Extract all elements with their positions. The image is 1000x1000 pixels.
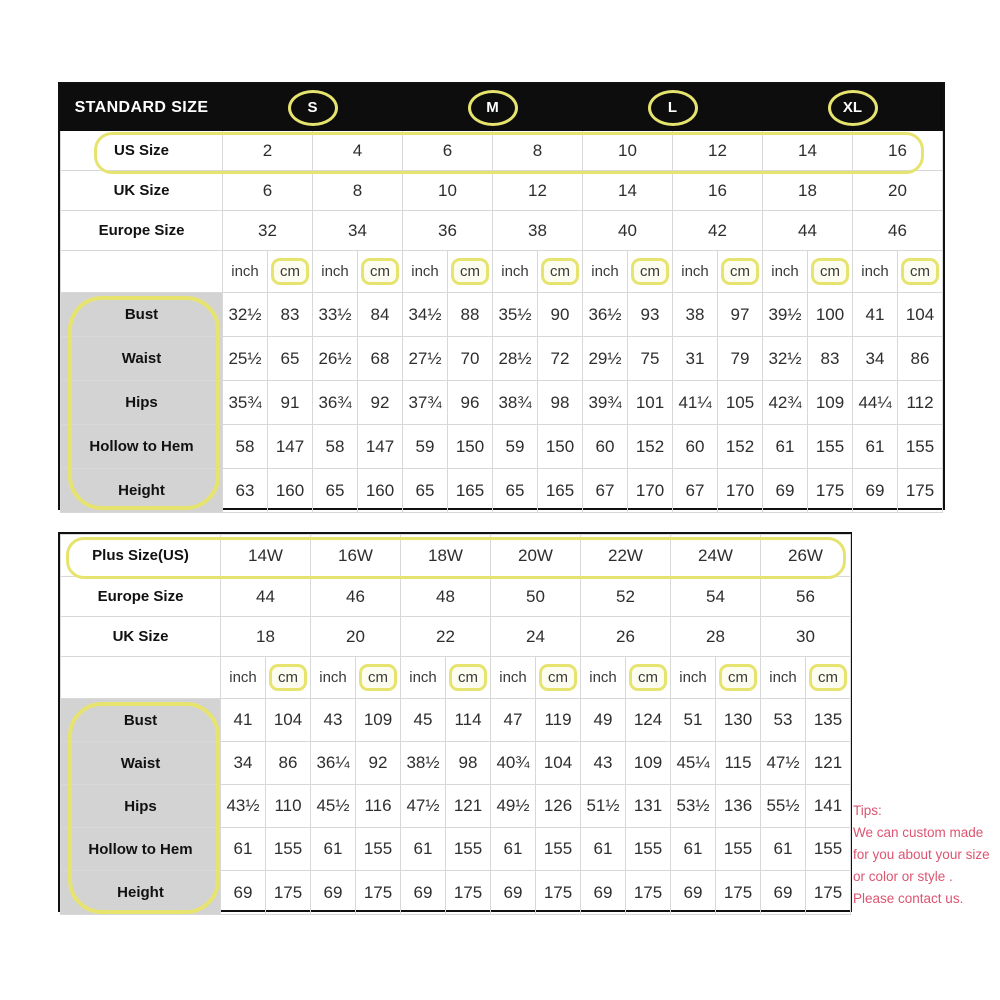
cm-highlight-box: cm xyxy=(449,664,487,691)
size-value-cell: 28 xyxy=(671,617,761,657)
measure-value-cell: 115 xyxy=(716,742,761,785)
measure-value-cell: 112 xyxy=(898,381,943,425)
measure-value-cell: 65 xyxy=(493,469,538,513)
measure-value-cell: 92 xyxy=(358,381,403,425)
size-value-cell: 10 xyxy=(583,131,673,171)
measure-row-label: Bust xyxy=(61,699,221,742)
size-value-cell: 36 xyxy=(403,211,493,251)
size-group-cell xyxy=(583,85,763,131)
tips-note xyxy=(853,800,1000,910)
unit-row-empty-cell xyxy=(61,657,221,699)
size-row-label: Europe Size xyxy=(61,577,221,617)
measure-value-cell: 34 xyxy=(853,337,898,381)
measure-value-cell: 61 xyxy=(311,828,356,871)
inch-unit-cell: inch xyxy=(853,251,898,293)
tips-line: or color or style . xyxy=(853,869,953,884)
measure-value-cell: 43 xyxy=(581,742,626,785)
measure-value-cell: 36½ xyxy=(583,293,628,337)
plus-size-table xyxy=(58,532,852,912)
measure-value-cell: 152 xyxy=(628,425,673,469)
measure-value-cell: 26½ xyxy=(313,337,358,381)
measure-value-cell: 51½ xyxy=(581,785,626,828)
plus-size-grid xyxy=(60,534,851,915)
inch-unit-cell: inch xyxy=(403,251,448,293)
measure-value-cell: 53½ xyxy=(671,785,716,828)
measure-row-label: Waist xyxy=(61,337,223,381)
cm-highlight-box: cm xyxy=(629,664,667,691)
measure-value-cell: 147 xyxy=(358,425,403,469)
measure-value-cell: 59 xyxy=(493,425,538,469)
measure-value-cell: 41 xyxy=(853,293,898,337)
measure-value-cell: 83 xyxy=(808,337,853,381)
cm-unit-cell xyxy=(356,657,401,699)
measure-value-cell: 42¾ xyxy=(763,381,808,425)
size-value-cell: 22W xyxy=(581,535,671,577)
measure-value-cell: 69 xyxy=(221,871,266,915)
measure-value-cell: 110 xyxy=(266,785,311,828)
measure-value-cell: 104 xyxy=(898,293,943,337)
size-value-cell: 42 xyxy=(673,211,763,251)
standard-size-grid xyxy=(60,84,943,513)
cm-unit-cell xyxy=(806,657,851,699)
cm-unit-cell xyxy=(268,251,313,293)
inch-unit-cell: inch xyxy=(671,657,716,699)
size-group-cell xyxy=(223,85,403,131)
cm-highlight-box: cm xyxy=(631,258,669,285)
measure-value-cell: 131 xyxy=(626,785,671,828)
inch-unit-cell: inch xyxy=(223,251,268,293)
standard-size-table xyxy=(58,82,945,510)
cm-unit-cell xyxy=(448,251,493,293)
measure-value-cell: 86 xyxy=(266,742,311,785)
measure-value-cell: 65 xyxy=(313,469,358,513)
measure-value-cell: 69 xyxy=(763,469,808,513)
measure-value-cell: 121 xyxy=(446,785,491,828)
cm-unit-cell xyxy=(536,657,581,699)
measure-value-cell: 155 xyxy=(266,828,311,871)
measure-value-cell: 32½ xyxy=(223,293,268,337)
measure-value-cell: 61 xyxy=(581,828,626,871)
unit-row-empty-cell xyxy=(61,251,223,293)
size-value-cell: 34 xyxy=(313,211,403,251)
measure-value-cell: 47½ xyxy=(761,742,806,785)
measure-value-cell: 165 xyxy=(538,469,583,513)
cm-highlight-box: cm xyxy=(541,258,579,285)
measure-value-cell: 150 xyxy=(448,425,493,469)
cm-highlight-box: cm xyxy=(361,258,399,285)
cm-highlight-box: cm xyxy=(359,664,397,691)
size-value-cell: 16 xyxy=(673,171,763,211)
measure-value-cell: 35¾ xyxy=(223,381,268,425)
measure-value-cell: 59 xyxy=(403,425,448,469)
inch-unit-cell: inch xyxy=(581,657,626,699)
measure-value-cell: 75 xyxy=(628,337,673,381)
inch-unit-cell: inch xyxy=(583,251,628,293)
size-value-cell: 8 xyxy=(493,131,583,171)
cm-unit-cell xyxy=(446,657,491,699)
size-value-cell: 20 xyxy=(853,171,943,211)
measure-value-cell: 49½ xyxy=(491,785,536,828)
size-value-cell: 14 xyxy=(583,171,673,211)
measure-value-cell: 33½ xyxy=(313,293,358,337)
size-value-cell: 44 xyxy=(763,211,853,251)
measure-value-cell: 96 xyxy=(448,381,493,425)
inch-unit-cell: inch xyxy=(761,657,806,699)
measure-value-cell: 69 xyxy=(581,871,626,915)
measure-value-cell: 61 xyxy=(763,425,808,469)
measure-value-cell: 141 xyxy=(806,785,851,828)
size-row-label: Plus Size(US) xyxy=(61,535,221,577)
size-group-oval-xl: XL xyxy=(828,90,878,126)
inch-unit-cell: inch xyxy=(763,251,808,293)
size-value-cell: 18 xyxy=(763,171,853,211)
measure-value-cell: 60 xyxy=(583,425,628,469)
size-value-cell: 2 xyxy=(223,131,313,171)
size-value-cell: 24W xyxy=(671,535,761,577)
cm-unit-cell xyxy=(898,251,943,293)
measure-value-cell: 175 xyxy=(266,871,311,915)
tips-line: Please contact us. xyxy=(853,891,964,906)
measure-value-cell: 55½ xyxy=(761,785,806,828)
cm-highlight-box: cm xyxy=(721,258,759,285)
size-value-cell: 6 xyxy=(403,131,493,171)
measure-value-cell: 65 xyxy=(403,469,448,513)
inch-unit-cell: inch xyxy=(491,657,536,699)
measure-value-cell: 61 xyxy=(401,828,446,871)
measure-value-cell: 51 xyxy=(671,699,716,742)
measure-value-cell: 45¼ xyxy=(671,742,716,785)
size-group-cell xyxy=(763,85,943,131)
measure-value-cell: 61 xyxy=(761,828,806,871)
measure-value-cell: 39½ xyxy=(763,293,808,337)
measure-value-cell: 147 xyxy=(268,425,313,469)
measure-value-cell: 68 xyxy=(358,337,403,381)
size-value-cell: 18W xyxy=(401,535,491,577)
measure-value-cell: 45½ xyxy=(311,785,356,828)
measure-value-cell: 175 xyxy=(446,871,491,915)
measure-value-cell: 119 xyxy=(536,699,581,742)
measure-value-cell: 136 xyxy=(716,785,761,828)
measure-value-cell: 98 xyxy=(538,381,583,425)
measure-value-cell: 67 xyxy=(673,469,718,513)
measure-value-cell: 155 xyxy=(716,828,761,871)
measure-row-label: Hollow to Hem xyxy=(61,425,223,469)
cm-highlight-box: cm xyxy=(719,664,757,691)
cm-highlight-box: cm xyxy=(451,258,489,285)
size-value-cell: 20 xyxy=(311,617,401,657)
tips-line: for you about your size xyxy=(853,847,990,862)
measure-row-label: Height xyxy=(61,469,223,513)
inch-unit-cell: inch xyxy=(221,657,266,699)
size-row-label: Europe Size xyxy=(61,211,223,251)
cm-unit-cell xyxy=(626,657,671,699)
measure-value-cell: 109 xyxy=(808,381,853,425)
size-value-cell: 24 xyxy=(491,617,581,657)
inch-unit-cell: inch xyxy=(493,251,538,293)
measure-value-cell: 38¾ xyxy=(493,381,538,425)
cm-unit-cell xyxy=(718,251,763,293)
cm-unit-cell xyxy=(808,251,853,293)
measure-value-cell: 116 xyxy=(356,785,401,828)
measure-value-cell: 32½ xyxy=(763,337,808,381)
measure-value-cell: 155 xyxy=(898,425,943,469)
measure-value-cell: 61 xyxy=(221,828,266,871)
measure-value-cell: 49 xyxy=(581,699,626,742)
size-value-cell: 16 xyxy=(853,131,943,171)
size-value-cell: 4 xyxy=(313,131,403,171)
measure-value-cell: 61 xyxy=(491,828,536,871)
size-value-cell: 26 xyxy=(581,617,671,657)
cm-highlight-box: cm xyxy=(539,664,577,691)
measure-value-cell: 83 xyxy=(268,293,313,337)
measure-value-cell: 72 xyxy=(538,337,583,381)
cm-highlight-box: cm xyxy=(271,258,309,285)
size-group-cell xyxy=(403,85,583,131)
size-value-cell: 50 xyxy=(491,577,581,617)
measure-value-cell: 67 xyxy=(583,469,628,513)
measure-value-cell: 44¼ xyxy=(853,381,898,425)
size-group-oval-s: S xyxy=(288,90,338,126)
size-value-cell: 14W xyxy=(221,535,311,577)
measure-value-cell: 175 xyxy=(808,469,853,513)
measure-value-cell: 69 xyxy=(311,871,356,915)
measure-value-cell: 69 xyxy=(401,871,446,915)
measure-value-cell: 135 xyxy=(806,699,851,742)
measure-value-cell: 29½ xyxy=(583,337,628,381)
measure-value-cell: 37¾ xyxy=(403,381,448,425)
size-row-label: US Size xyxy=(61,131,223,171)
measure-value-cell: 84 xyxy=(358,293,403,337)
size-value-cell: 54 xyxy=(671,577,761,617)
cm-highlight-box: cm xyxy=(901,258,939,285)
measure-value-cell: 53 xyxy=(761,699,806,742)
measure-value-cell: 43 xyxy=(311,699,356,742)
size-group-oval-m: M xyxy=(468,90,518,126)
measure-value-cell: 61 xyxy=(853,425,898,469)
cm-highlight-box: cm xyxy=(809,664,847,691)
measure-value-cell: 124 xyxy=(626,699,671,742)
measure-value-cell: 175 xyxy=(536,871,581,915)
measure-value-cell: 86 xyxy=(898,337,943,381)
table-title: STANDARD SIZE xyxy=(61,85,223,131)
measure-row-label: Waist xyxy=(61,742,221,785)
size-value-cell: 18 xyxy=(221,617,311,657)
size-value-cell: 40 xyxy=(583,211,673,251)
tips-title: Tips: xyxy=(853,803,882,818)
measure-value-cell: 34½ xyxy=(403,293,448,337)
measure-value-cell: 61 xyxy=(671,828,716,871)
measure-value-cell: 155 xyxy=(356,828,401,871)
measure-value-cell: 38½ xyxy=(401,742,446,785)
measure-value-cell: 34 xyxy=(221,742,266,785)
size-value-cell: 10 xyxy=(403,171,493,211)
cm-unit-cell xyxy=(358,251,403,293)
size-value-cell: 12 xyxy=(673,131,763,171)
measure-value-cell: 97 xyxy=(718,293,763,337)
measure-value-cell: 101 xyxy=(628,381,673,425)
measure-value-cell: 160 xyxy=(358,469,403,513)
measure-value-cell: 109 xyxy=(626,742,671,785)
measure-value-cell: 28½ xyxy=(493,337,538,381)
measure-value-cell: 155 xyxy=(446,828,491,871)
measure-value-cell: 155 xyxy=(536,828,581,871)
measure-value-cell: 38 xyxy=(673,293,718,337)
measure-value-cell: 41¼ xyxy=(673,381,718,425)
measure-value-cell: 130 xyxy=(716,699,761,742)
measure-value-cell: 100 xyxy=(808,293,853,337)
measure-value-cell: 114 xyxy=(446,699,491,742)
cm-unit-cell xyxy=(266,657,311,699)
size-value-cell: 46 xyxy=(311,577,401,617)
measure-value-cell: 45 xyxy=(401,699,446,742)
measure-row-label: Hollow to Hem xyxy=(61,828,221,871)
size-value-cell: 30 xyxy=(761,617,851,657)
size-value-cell: 48 xyxy=(401,577,491,617)
measure-row-label: Hips xyxy=(61,785,221,828)
tips-line: We can custom made xyxy=(853,825,984,840)
size-value-cell: 26W xyxy=(761,535,851,577)
measure-value-cell: 104 xyxy=(536,742,581,785)
measure-value-cell: 60 xyxy=(673,425,718,469)
measure-value-cell: 47 xyxy=(491,699,536,742)
measure-value-cell: 40¾ xyxy=(491,742,536,785)
measure-value-cell: 175 xyxy=(626,871,671,915)
measure-value-cell: 27½ xyxy=(403,337,448,381)
measure-value-cell: 36¼ xyxy=(311,742,356,785)
cm-highlight-box: cm xyxy=(269,664,307,691)
measure-value-cell: 155 xyxy=(626,828,671,871)
measure-row-label: Bust xyxy=(61,293,223,337)
size-value-cell: 56 xyxy=(761,577,851,617)
measure-value-cell: 175 xyxy=(356,871,401,915)
measure-value-cell: 65 xyxy=(268,337,313,381)
measure-value-cell: 121 xyxy=(806,742,851,785)
size-value-cell: 6 xyxy=(223,171,313,211)
measure-value-cell: 170 xyxy=(628,469,673,513)
inch-unit-cell: inch xyxy=(313,251,358,293)
measure-value-cell: 31 xyxy=(673,337,718,381)
measure-value-cell: 88 xyxy=(448,293,493,337)
measure-value-cell: 43½ xyxy=(221,785,266,828)
measure-value-cell: 70 xyxy=(448,337,493,381)
inch-unit-cell: inch xyxy=(401,657,446,699)
measure-value-cell: 152 xyxy=(718,425,763,469)
measure-value-cell: 36¾ xyxy=(313,381,358,425)
measure-value-cell: 69 xyxy=(491,871,536,915)
size-value-cell: 8 xyxy=(313,171,403,211)
measure-value-cell: 150 xyxy=(538,425,583,469)
measure-value-cell: 160 xyxy=(268,469,313,513)
size-row-label: UK Size xyxy=(61,617,221,657)
measure-value-cell: 25½ xyxy=(223,337,268,381)
measure-value-cell: 165 xyxy=(448,469,493,513)
inch-unit-cell: inch xyxy=(311,657,356,699)
measure-value-cell: 126 xyxy=(536,785,581,828)
measure-value-cell: 92 xyxy=(356,742,401,785)
size-row-label: UK Size xyxy=(61,171,223,211)
measure-value-cell: 175 xyxy=(716,871,761,915)
measure-row-label: Hips xyxy=(61,381,223,425)
measure-row-label: Height xyxy=(61,871,221,915)
inch-unit-cell: inch xyxy=(673,251,718,293)
measure-value-cell: 35½ xyxy=(493,293,538,337)
measure-value-cell: 69 xyxy=(853,469,898,513)
measure-value-cell: 58 xyxy=(223,425,268,469)
measure-value-cell: 47½ xyxy=(401,785,446,828)
measure-value-cell: 93 xyxy=(628,293,673,337)
size-value-cell: 32 xyxy=(223,211,313,251)
measure-value-cell: 155 xyxy=(808,425,853,469)
cm-unit-cell xyxy=(538,251,583,293)
measure-value-cell: 175 xyxy=(806,871,851,915)
size-value-cell: 44 xyxy=(221,577,311,617)
measure-value-cell: 105 xyxy=(718,381,763,425)
measure-value-cell: 90 xyxy=(538,293,583,337)
size-value-cell: 22 xyxy=(401,617,491,657)
size-value-cell: 52 xyxy=(581,577,671,617)
measure-value-cell: 39¾ xyxy=(583,381,628,425)
measure-value-cell: 170 xyxy=(718,469,763,513)
measure-value-cell: 109 xyxy=(356,699,401,742)
measure-value-cell: 155 xyxy=(806,828,851,871)
size-value-cell: 38 xyxy=(493,211,583,251)
measure-value-cell: 79 xyxy=(718,337,763,381)
measure-value-cell: 69 xyxy=(761,871,806,915)
measure-value-cell: 104 xyxy=(266,699,311,742)
size-group-oval-l: L xyxy=(648,90,698,126)
measure-value-cell: 175 xyxy=(898,469,943,513)
size-value-cell: 16W xyxy=(311,535,401,577)
size-value-cell: 20W xyxy=(491,535,581,577)
measure-value-cell: 91 xyxy=(268,381,313,425)
size-value-cell: 46 xyxy=(853,211,943,251)
size-value-cell: 14 xyxy=(763,131,853,171)
measure-value-cell: 41 xyxy=(221,699,266,742)
cm-highlight-box: cm xyxy=(811,258,849,285)
cm-unit-cell xyxy=(716,657,761,699)
measure-value-cell: 69 xyxy=(671,871,716,915)
measure-value-cell: 63 xyxy=(223,469,268,513)
size-value-cell: 12 xyxy=(493,171,583,211)
cm-unit-cell xyxy=(628,251,673,293)
measure-value-cell: 98 xyxy=(446,742,491,785)
measure-value-cell: 58 xyxy=(313,425,358,469)
